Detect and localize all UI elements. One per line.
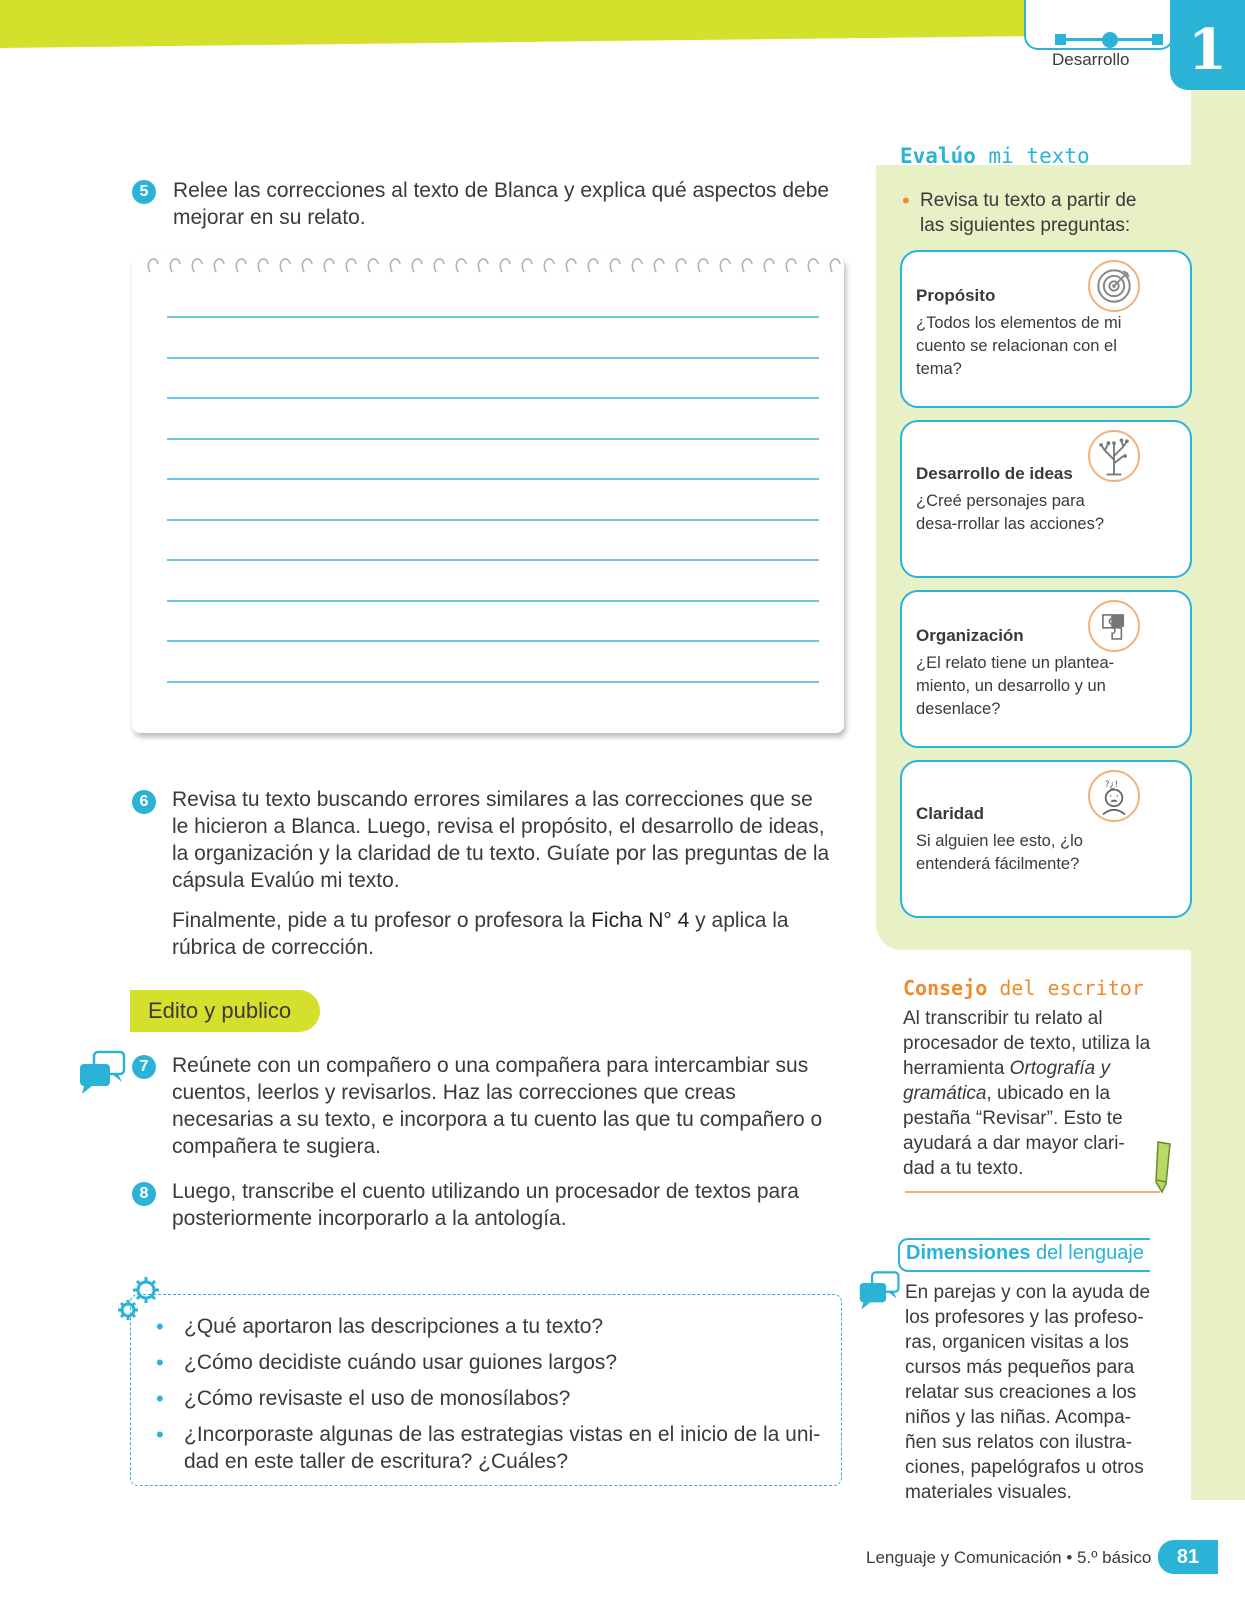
dimensiones-title-rest: del lenguaje — [1030, 1242, 1144, 1264]
question-6-number: 6 — [132, 790, 156, 814]
card-claridad — [900, 760, 1192, 918]
unit-number: 1 — [1170, 0, 1245, 90]
writing-line — [167, 478, 819, 480]
question-6-text-2-part1: Finalmente, pide a tu profesor o profesora la — [172, 909, 592, 932]
dimensiones-title-bold: Dimensiones — [906, 1242, 1031, 1264]
question-5-text: Relee las correcciones al texto de Blanca y explica qué aspectos debe mejorar en su relato. — [173, 179, 830, 229]
card-title: Claridad — [916, 804, 985, 823]
question-6-text: Revisa tu texto buscando errores similares a las correcciones que se le hicieron a Blanca. Luego, revisa el propósito, el desarrollo de ideas, la organización y la claridad de tu texto. Guíate por las preguntas de la cápsula Evalúo mi texto. — [172, 788, 830, 892]
reflection-item: • ¿Cómo decidiste cuándo usar guiones largos? — [150, 1349, 830, 1376]
card-text: ¿Creé personajes para desa-rrollar las acciones? — [916, 492, 1105, 533]
writing-line — [167, 559, 819, 561]
page-number: 81 — [1158, 1540, 1218, 1574]
footer-subject: Lenguaje y Comunicación • 5.º básico — [866, 1548, 1152, 1567]
question-6-text-2-part2: y aplica la rúbrica de corrección. — [172, 909, 789, 959]
writing-line — [167, 519, 819, 521]
consejo-text — [903, 1006, 1153, 1181]
card-title: Propósito — [916, 286, 996, 305]
top-band — [0, 0, 1040, 48]
speech-bubbles-icon — [858, 1270, 902, 1310]
card-organizacion — [900, 590, 1192, 748]
consejo-underline — [905, 1191, 1160, 1193]
reflection-item: • ¿Cómo revisaste el uso de monosílabos? — [150, 1385, 830, 1412]
section-label: Desarrollo — [1052, 50, 1130, 69]
bullet-icon: • — [902, 188, 910, 213]
evaluo-intro — [902, 188, 1162, 238]
card-title: Organización — [916, 626, 1024, 645]
card-text: ¿Todos los elementos de mi cuento se relacionan con el tema? — [916, 314, 1122, 378]
writing-line — [167, 438, 819, 440]
consejo-text-part2: , ubicado en la pestaña “Revisar”. Esto te ayudará a dar mayor clari-dad a tu texto. — [903, 1083, 1125, 1179]
evaluo-intro-text: Revisa tu texto a partir de las siguientes preguntas: — [920, 190, 1137, 236]
card-desarrollo-ideas — [900, 420, 1192, 578]
question-5-number: 5 — [132, 180, 156, 204]
writing-line — [167, 640, 819, 642]
reflection-item: • ¿Qué aportaron las descripciones a tu texto? — [150, 1313, 830, 1340]
reflection-item: • ¿Incorporaste algunas de las estrategias vistas en el inicio de la uni-dad en este taller de escritura? ¿Cuáles? — [150, 1421, 830, 1475]
evaluo-title-bold: Evalúo — [900, 144, 976, 168]
consejo-title-rest: del escritor — [987, 976, 1144, 1000]
consejo-title-bold: Consejo — [903, 976, 988, 1000]
writing-line — [167, 681, 819, 683]
writing-line — [167, 397, 819, 399]
section-heading-edito: Edito y publico — [130, 990, 320, 1032]
reflection-list — [150, 1313, 830, 1484]
answer-notebook[interactable] — [132, 256, 844, 733]
ficha-reference: Ficha N° 4 — [591, 909, 690, 932]
question-6-text-2 — [172, 907, 812, 961]
right-margin-strip — [1191, 90, 1245, 1500]
target-icon — [1088, 260, 1140, 312]
question-8-text: Luego, transcribe el cuento utilizando un procesador de textos para posteriormente incorporarlo a la antología. — [172, 1180, 799, 1230]
progress-indicator — [1055, 32, 1165, 46]
writing-line — [167, 357, 819, 359]
svg-text:?¿!: ?¿! — [1104, 778, 1119, 790]
tree-icon — [1088, 430, 1140, 482]
card-text: Si alguien lee esto, ¿lo entenderá fácilmente? — [916, 832, 1083, 873]
consejo-text-italic: Ortografía y gramática — [903, 1058, 1110, 1104]
question-7-number: 7 — [132, 1055, 156, 1079]
writing-line — [167, 316, 819, 318]
thinking-face-icon — [1088, 770, 1140, 822]
consejo-text-part1: Al transcribir tu relato al procesador de texto, utiliza la herramienta — [903, 1008, 1151, 1079]
evaluo-title — [900, 144, 1090, 168]
dimensiones-text: En parejas y con la ayuda de los profesores y las profeso-ras, organicen visitas a los cursos más pequeños para relatar sus creaciones a los niños y las niñas. Acompa-ñen sus relatos con ilustra-ciones, papelógrafos u otros materiales visuales. — [905, 1282, 1151, 1503]
consejo-title — [903, 976, 1144, 1000]
evaluo-title-rest: mi texto — [975, 144, 1090, 168]
question-8-number: 8 — [132, 1182, 156, 1206]
dimensiones-title — [898, 1238, 1150, 1272]
notebook-rings-icon — [142, 250, 842, 276]
card-text: ¿El relato tiene un plantea-miento, un desarrollo y un desenlace? — [916, 654, 1115, 718]
puzzle-icon — [1088, 600, 1140, 652]
card-proposito — [900, 250, 1192, 408]
writing-line — [167, 600, 819, 602]
speech-bubbles-icon — [78, 1050, 128, 1094]
question-7-text: Reúnete con un compañero o una compañera para intercambiar sus cuentos, leerlos y revisarlos. Haz las correcciones que creas necesarias a su texto, e incorpora a tu cuento las que tu compañero o compañera te sugiera. — [172, 1054, 823, 1158]
card-title: Desarrollo de ideas — [916, 464, 1073, 483]
pencil-icon — [1150, 1140, 1178, 1196]
